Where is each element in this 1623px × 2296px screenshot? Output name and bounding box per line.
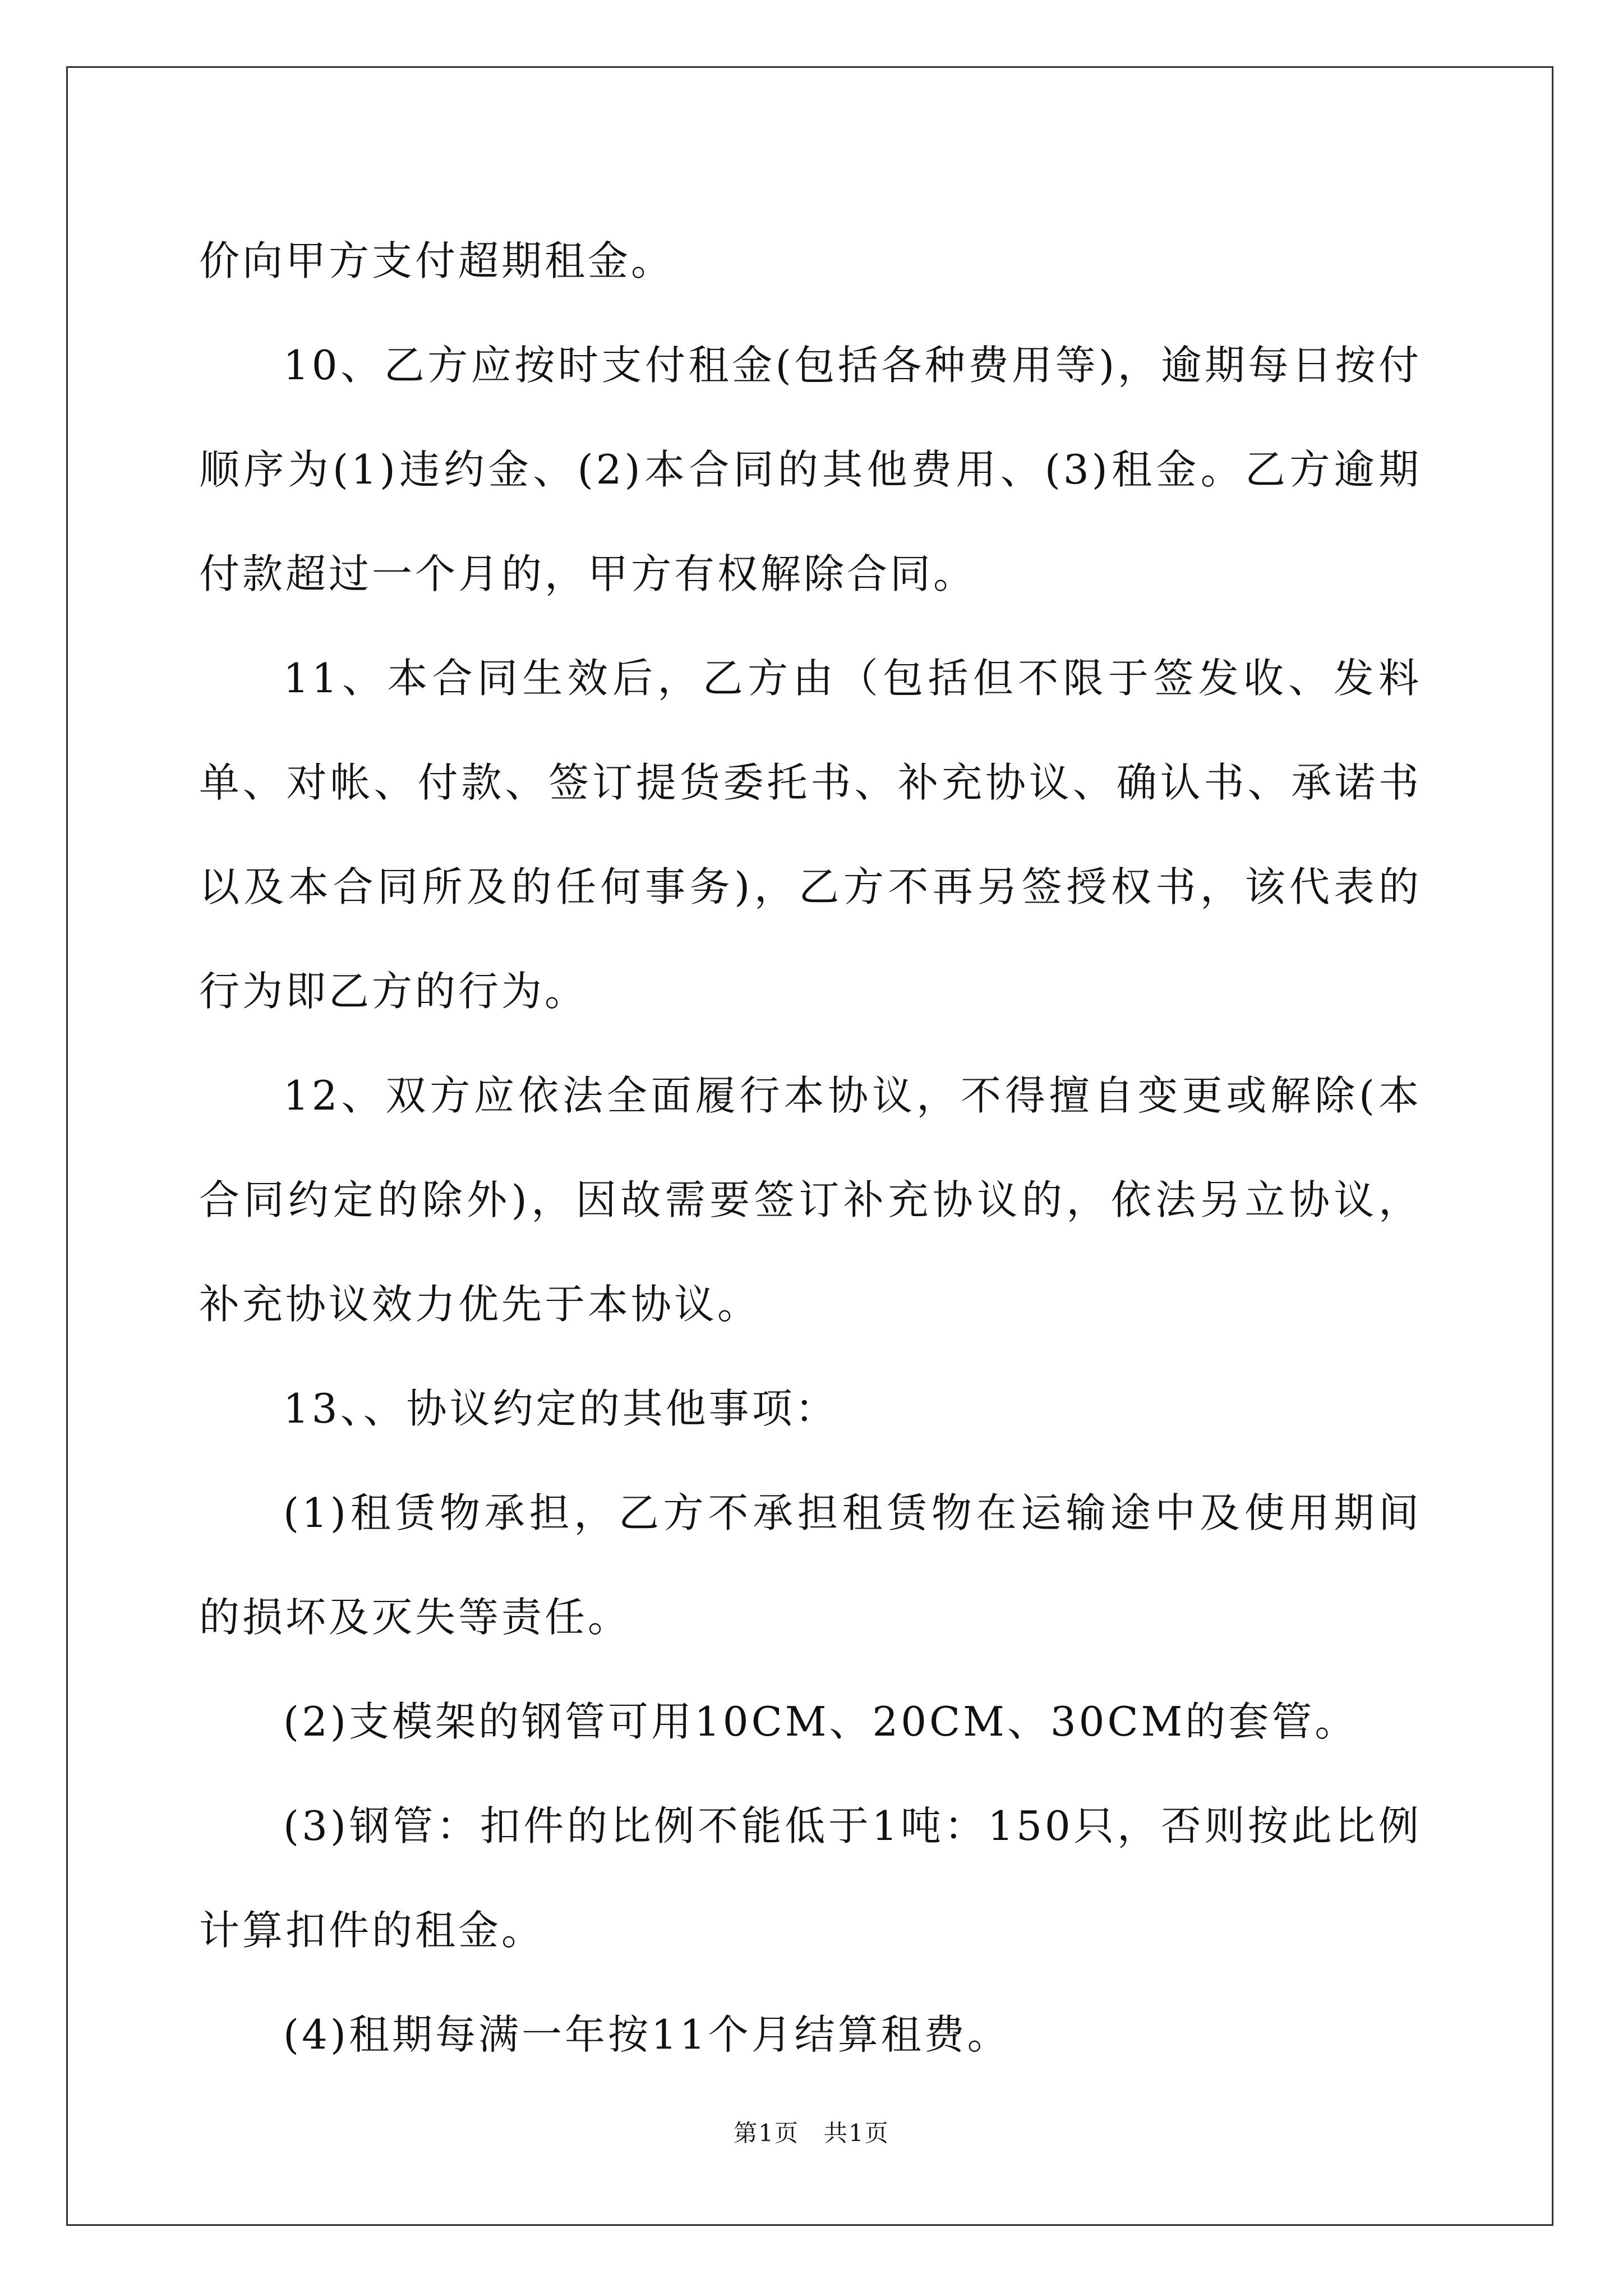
document-body [199,209,1422,2087]
clause-13-item-1: (1)租赁物承担，乙方不承担租赁物在运输途中及使用期间的损坏及灭失等责任。 [199,1489,1422,1641]
clause-13-heading: 13、、协议约定的其他事项： [283,1385,838,1432]
clause-10: 10、乙方应按时支付租金(包括各种费用等)，逾期每日按付顺序为(1)违约金、(2)本合同的其他费用、(3)租金。乙方逾期付款超过一个月的，甲方有权解除合同。 [199,342,1422,597]
clause-13-item-4: (4)租期每满一年按11个月结算租费。 [283,2011,1011,2058]
clause-11: 11、本合同生效后，乙方由（包括但不限于签发收、发料单、对帐、付款、签订提货委托书、补充协议、确认书、承诺书以及本合同所及的任何事务)，乙方不再另签授权书，该代表的行为即乙方的行为。 [199,655,1422,1015]
clause-12: 12、双方应依法全面履行本协议，不得擅自变更或解除(本合同约定的除外)，因故需要签订补充协议的，依法另立协议，补充协议效力优先于本协议。 [199,1072,1422,1328]
page-number-footer: 第1页 共1页 [734,2119,889,2147]
clause-13-item-3: (3)钢管：扣件的比例不能低于1吨：150只，否则按此比例计算扣件的租金。 [199,1802,1422,1954]
clause-13-item-2: (2)支模架的钢管可用10CM、20CM、30CM的套管。 [283,1698,1358,1745]
paragraph-continuation: 价向甲方支付超期租金。 [199,237,675,284]
